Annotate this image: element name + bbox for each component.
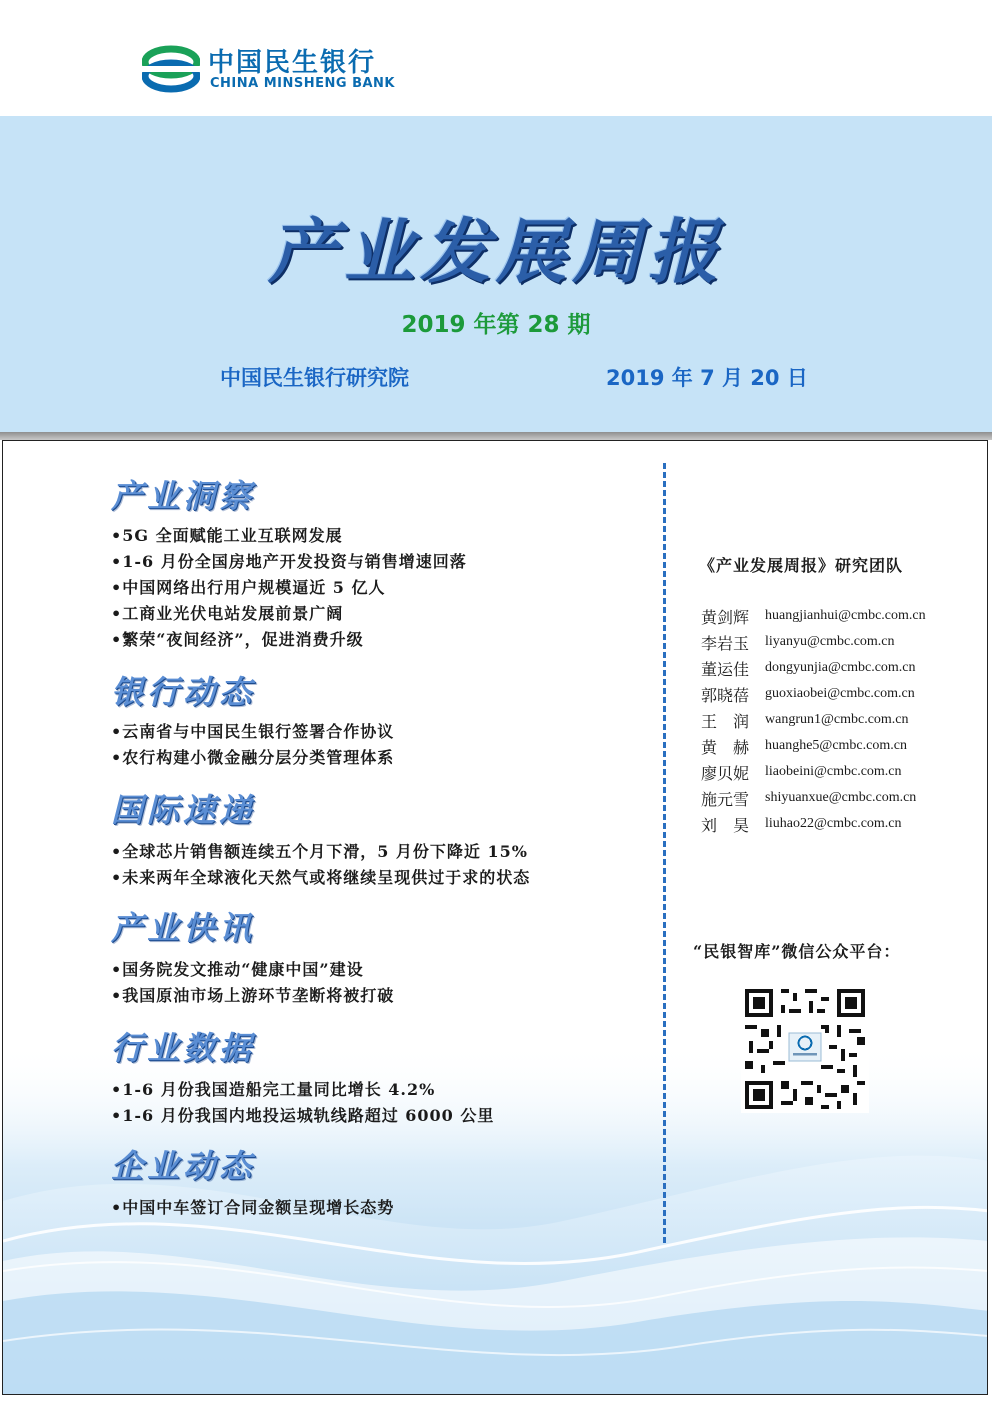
- member-name: 郭晓蓓: [701, 686, 750, 705]
- member-name: 王 润: [701, 712, 750, 731]
- logo-english-name: CHINA MINSHENG BANK: [210, 76, 395, 91]
- member-email[interactable]: shiyuanxue@cmbc.com.cn: [765, 790, 917, 805]
- list-item[interactable]: •国务院发文推动“健康中国”建设: [111, 960, 364, 979]
- logo-chinese-name: 中国民生银行: [208, 48, 377, 78]
- section-title-international: 国际速递: [111, 791, 256, 829]
- section-title-industry-flash: 产业快讯: [111, 909, 256, 947]
- minsheng-s-logo-icon: [142, 40, 200, 98]
- section-title-bank-news: 银行动态: [111, 673, 256, 711]
- column-divider: [663, 463, 666, 1243]
- member-email[interactable]: liaobeini@cmbc.com.cn: [765, 764, 902, 779]
- list-item[interactable]: •我国原油市场上游环节垄断将被打破: [111, 986, 395, 1005]
- member-email[interactable]: wangrun1@cmbc.com.cn: [765, 712, 909, 727]
- member-name: 廖贝妮: [701, 764, 750, 783]
- list-item[interactable]: •1-6 月份我国造船完工量同比增长 4.2%: [111, 1080, 436, 1099]
- publish-date: 2019 年 7 月 20 日: [606, 366, 808, 390]
- list-item[interactable]: •云南省与中国民生银行签署合作协议: [111, 722, 395, 741]
- institute-name: 中国民生银行研究院: [220, 366, 409, 390]
- list-item[interactable]: •5G 全面赋能工业互联网发展: [111, 526, 343, 545]
- member-email[interactable]: huangjianhui@cmbc.com.cn: [765, 608, 926, 623]
- member-email[interactable]: liuhao22@cmbc.com.cn: [765, 816, 902, 831]
- member-email[interactable]: dongyunjia@cmbc.com.cn: [765, 660, 916, 675]
- report-title: 产业发展周报: [268, 210, 724, 293]
- team-title: 《产业发展周报》研究团队: [699, 556, 904, 575]
- list-item[interactable]: •全球芯片销售额连续五个月下滑，5 月份下降近 15%: [111, 842, 528, 861]
- content-frame: [2, 440, 988, 1395]
- list-item[interactable]: •中国网络出行用户规模逼近 5 亿人: [111, 578, 386, 597]
- list-item[interactable]: •繁荣“夜间经济”，促进消费升级: [111, 630, 364, 649]
- member-email[interactable]: huanghe5@cmbc.com.cn: [765, 738, 907, 753]
- list-item[interactable]: •农行构建小微金融分层分类管理体系: [111, 748, 395, 767]
- list-item[interactable]: •中国中车签订合同金额呈现增长态势: [111, 1198, 395, 1217]
- wechat-label: “民银智库”微信公众平台：: [693, 942, 901, 961]
- list-item[interactable]: •未来两年全球液化天然气或将继续呈现供过于求的状态: [111, 868, 531, 887]
- section-title-company-news: 企业动态: [111, 1147, 256, 1185]
- member-email[interactable]: guoxiaobei@cmbc.com.cn: [765, 686, 915, 701]
- member-email[interactable]: liyanyu@cmbc.com.cn: [765, 634, 895, 649]
- section-title-industry-data: 行业数据: [111, 1029, 256, 1067]
- list-item[interactable]: •1-6 月份我国内地投运城轨线路超过 6000 公里: [111, 1106, 495, 1125]
- section-title-industry-insight: 产业洞察: [111, 477, 256, 515]
- issue-number: 2019 年第 28 期: [401, 312, 591, 338]
- member-name: 刘 昊: [701, 816, 750, 835]
- member-name: 黄剑辉: [701, 608, 750, 627]
- banner-shadow: [0, 432, 992, 440]
- member-name: 李岩玉: [701, 634, 750, 653]
- bank-logo: [142, 40, 442, 100]
- list-item[interactable]: •1-6 月份全国房地产开发投资与销售增速回落: [111, 552, 467, 571]
- list-item[interactable]: •工商业光伏电站发展前景广阔: [111, 604, 344, 623]
- qr-code-icon[interactable]: [741, 985, 869, 1113]
- member-name: 黄 赫: [701, 738, 750, 757]
- member-name: 施元雪: [701, 790, 750, 809]
- member-name: 董运佳: [701, 660, 750, 679]
